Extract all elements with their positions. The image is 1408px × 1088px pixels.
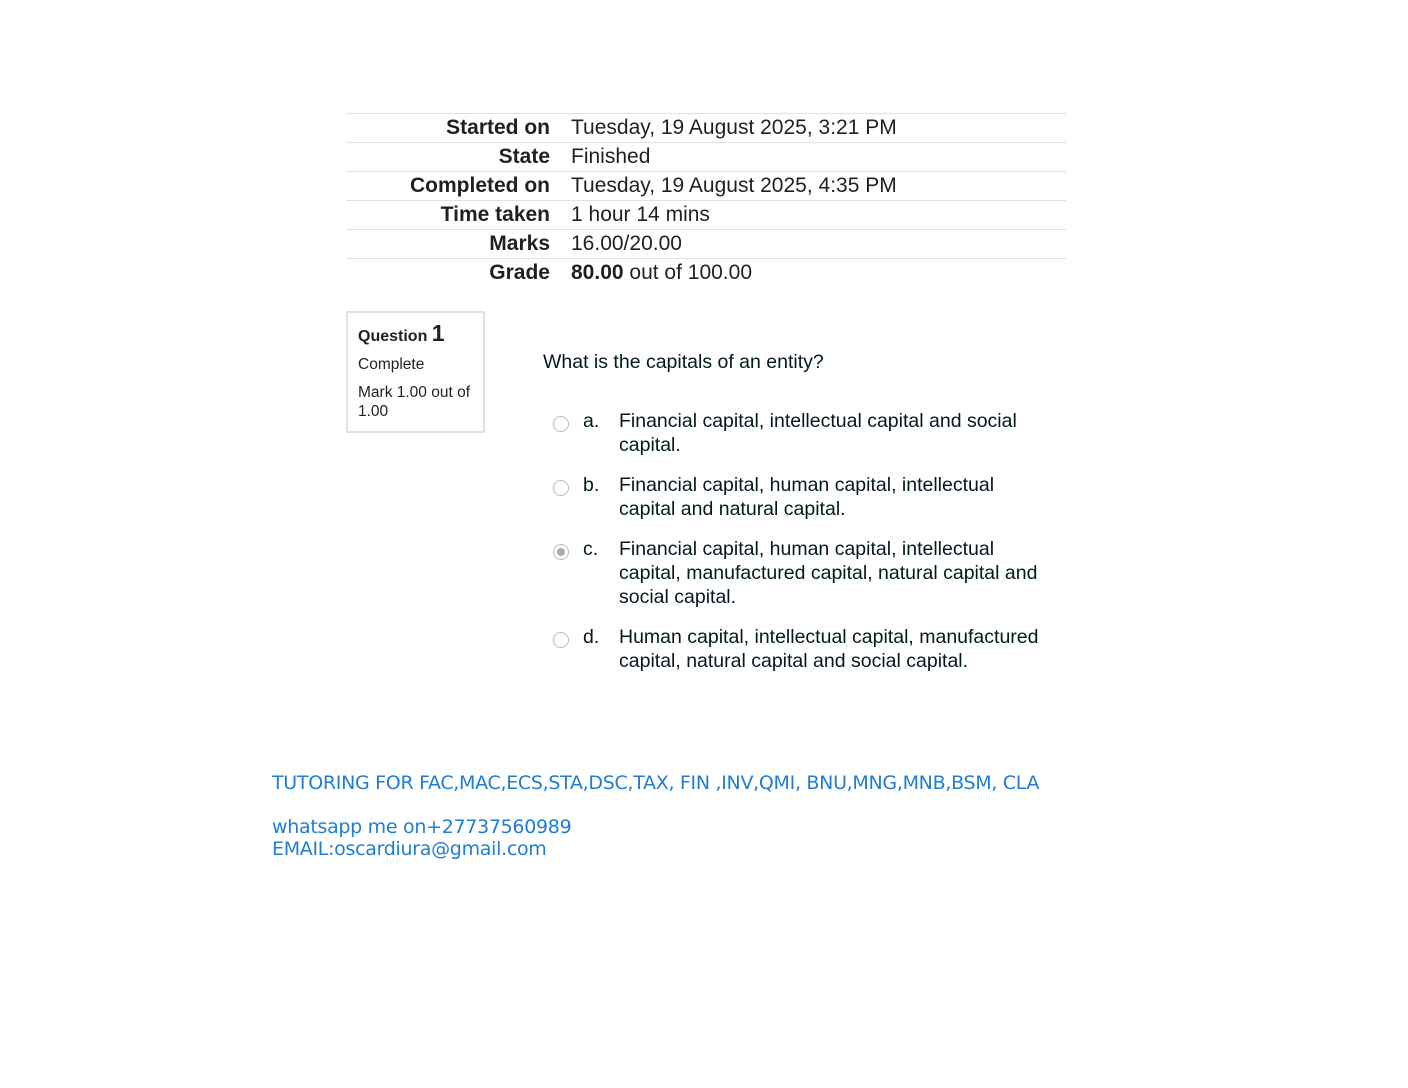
summary-label: State <box>498 145 550 168</box>
summary-row-marks <box>346 230 1066 259</box>
question-number <box>358 321 473 349</box>
summary-row-state <box>346 143 1066 172</box>
question-text: What is the capitals of an entity? <box>543 351 824 373</box>
question-mark: Mark 1.00 out of 1.00 <box>358 384 471 420</box>
summary-value: Tuesday, 19 August 2025, 4:35 PM <box>571 174 897 197</box>
question-state: Complete <box>358 356 425 373</box>
summary-value: Tuesday, 19 August 2025, 3:21 PM <box>571 116 897 139</box>
summary-label: Completed on <box>410 174 550 197</box>
answer-text: Financial capital, human capital, intellectual capital, manufactured capital, natural capital and social capital. <box>619 538 1038 608</box>
attempt-summary-table <box>346 113 1066 288</box>
answer-text: Human capital, intellectual capital, manufactured capital, natural capital and social capital. <box>619 626 1039 672</box>
answer-option-c[interactable] <box>553 537 1053 609</box>
summary-row-completed <box>346 172 1066 201</box>
question-prefix: Question <box>358 328 428 345</box>
summary-label: Started on <box>446 116 550 139</box>
answer-letter: c. <box>583 538 599 560</box>
radio-button-a[interactable] <box>553 416 569 432</box>
summary-row-time-taken <box>346 201 1066 230</box>
answer-letter: d. <box>583 626 600 648</box>
answer-letter: b. <box>583 474 600 496</box>
answer-option-a[interactable] <box>553 409 1053 457</box>
summary-label: Grade <box>489 261 550 285</box>
answer-letter: a. <box>583 410 600 432</box>
answer-option-b[interactable] <box>553 473 1053 521</box>
tutoring-promo <box>272 772 1039 860</box>
answer-text: Financial capital, human capital, intellectual capital and natural capital. <box>619 474 995 520</box>
radio-button-d[interactable] <box>553 632 569 648</box>
tutoring-subjects: TUTORING FOR FAC,MAC,ECS,STA,DSC,TAX, FIN ,INV,QMI, BNU,MNG,MNB,BSM, CLA <box>272 772 1040 794</box>
summary-value: 1 hour 14 mins <box>571 203 710 226</box>
summary-row-started <box>346 114 1066 143</box>
summary-label: Marks <box>489 232 550 255</box>
summary-value: 16.00/20.00 <box>571 232 682 255</box>
question-number-value: 1 <box>431 320 445 346</box>
answer-options <box>553 409 1053 689</box>
summary-value <box>571 259 1066 288</box>
summary-value: Finished <box>571 145 651 168</box>
grade-score: 80.00 <box>571 261 624 285</box>
question-info-box <box>346 311 485 433</box>
whatsapp-contact: whatsapp me on+27737560989 <box>272 816 572 838</box>
summary-row-grade <box>346 259 1066 288</box>
email-contact: EMAIL:oscardiura@gmail.com <box>272 838 547 860</box>
answer-text: Financial capital, intellectual capital and social capital. <box>619 410 1017 456</box>
grade-suffix: out of 100.00 <box>623 261 753 285</box>
summary-label: Time taken <box>440 203 550 226</box>
answer-option-d[interactable] <box>553 625 1053 673</box>
radio-button-c-selected[interactable] <box>553 544 569 560</box>
radio-button-b[interactable] <box>553 480 569 496</box>
